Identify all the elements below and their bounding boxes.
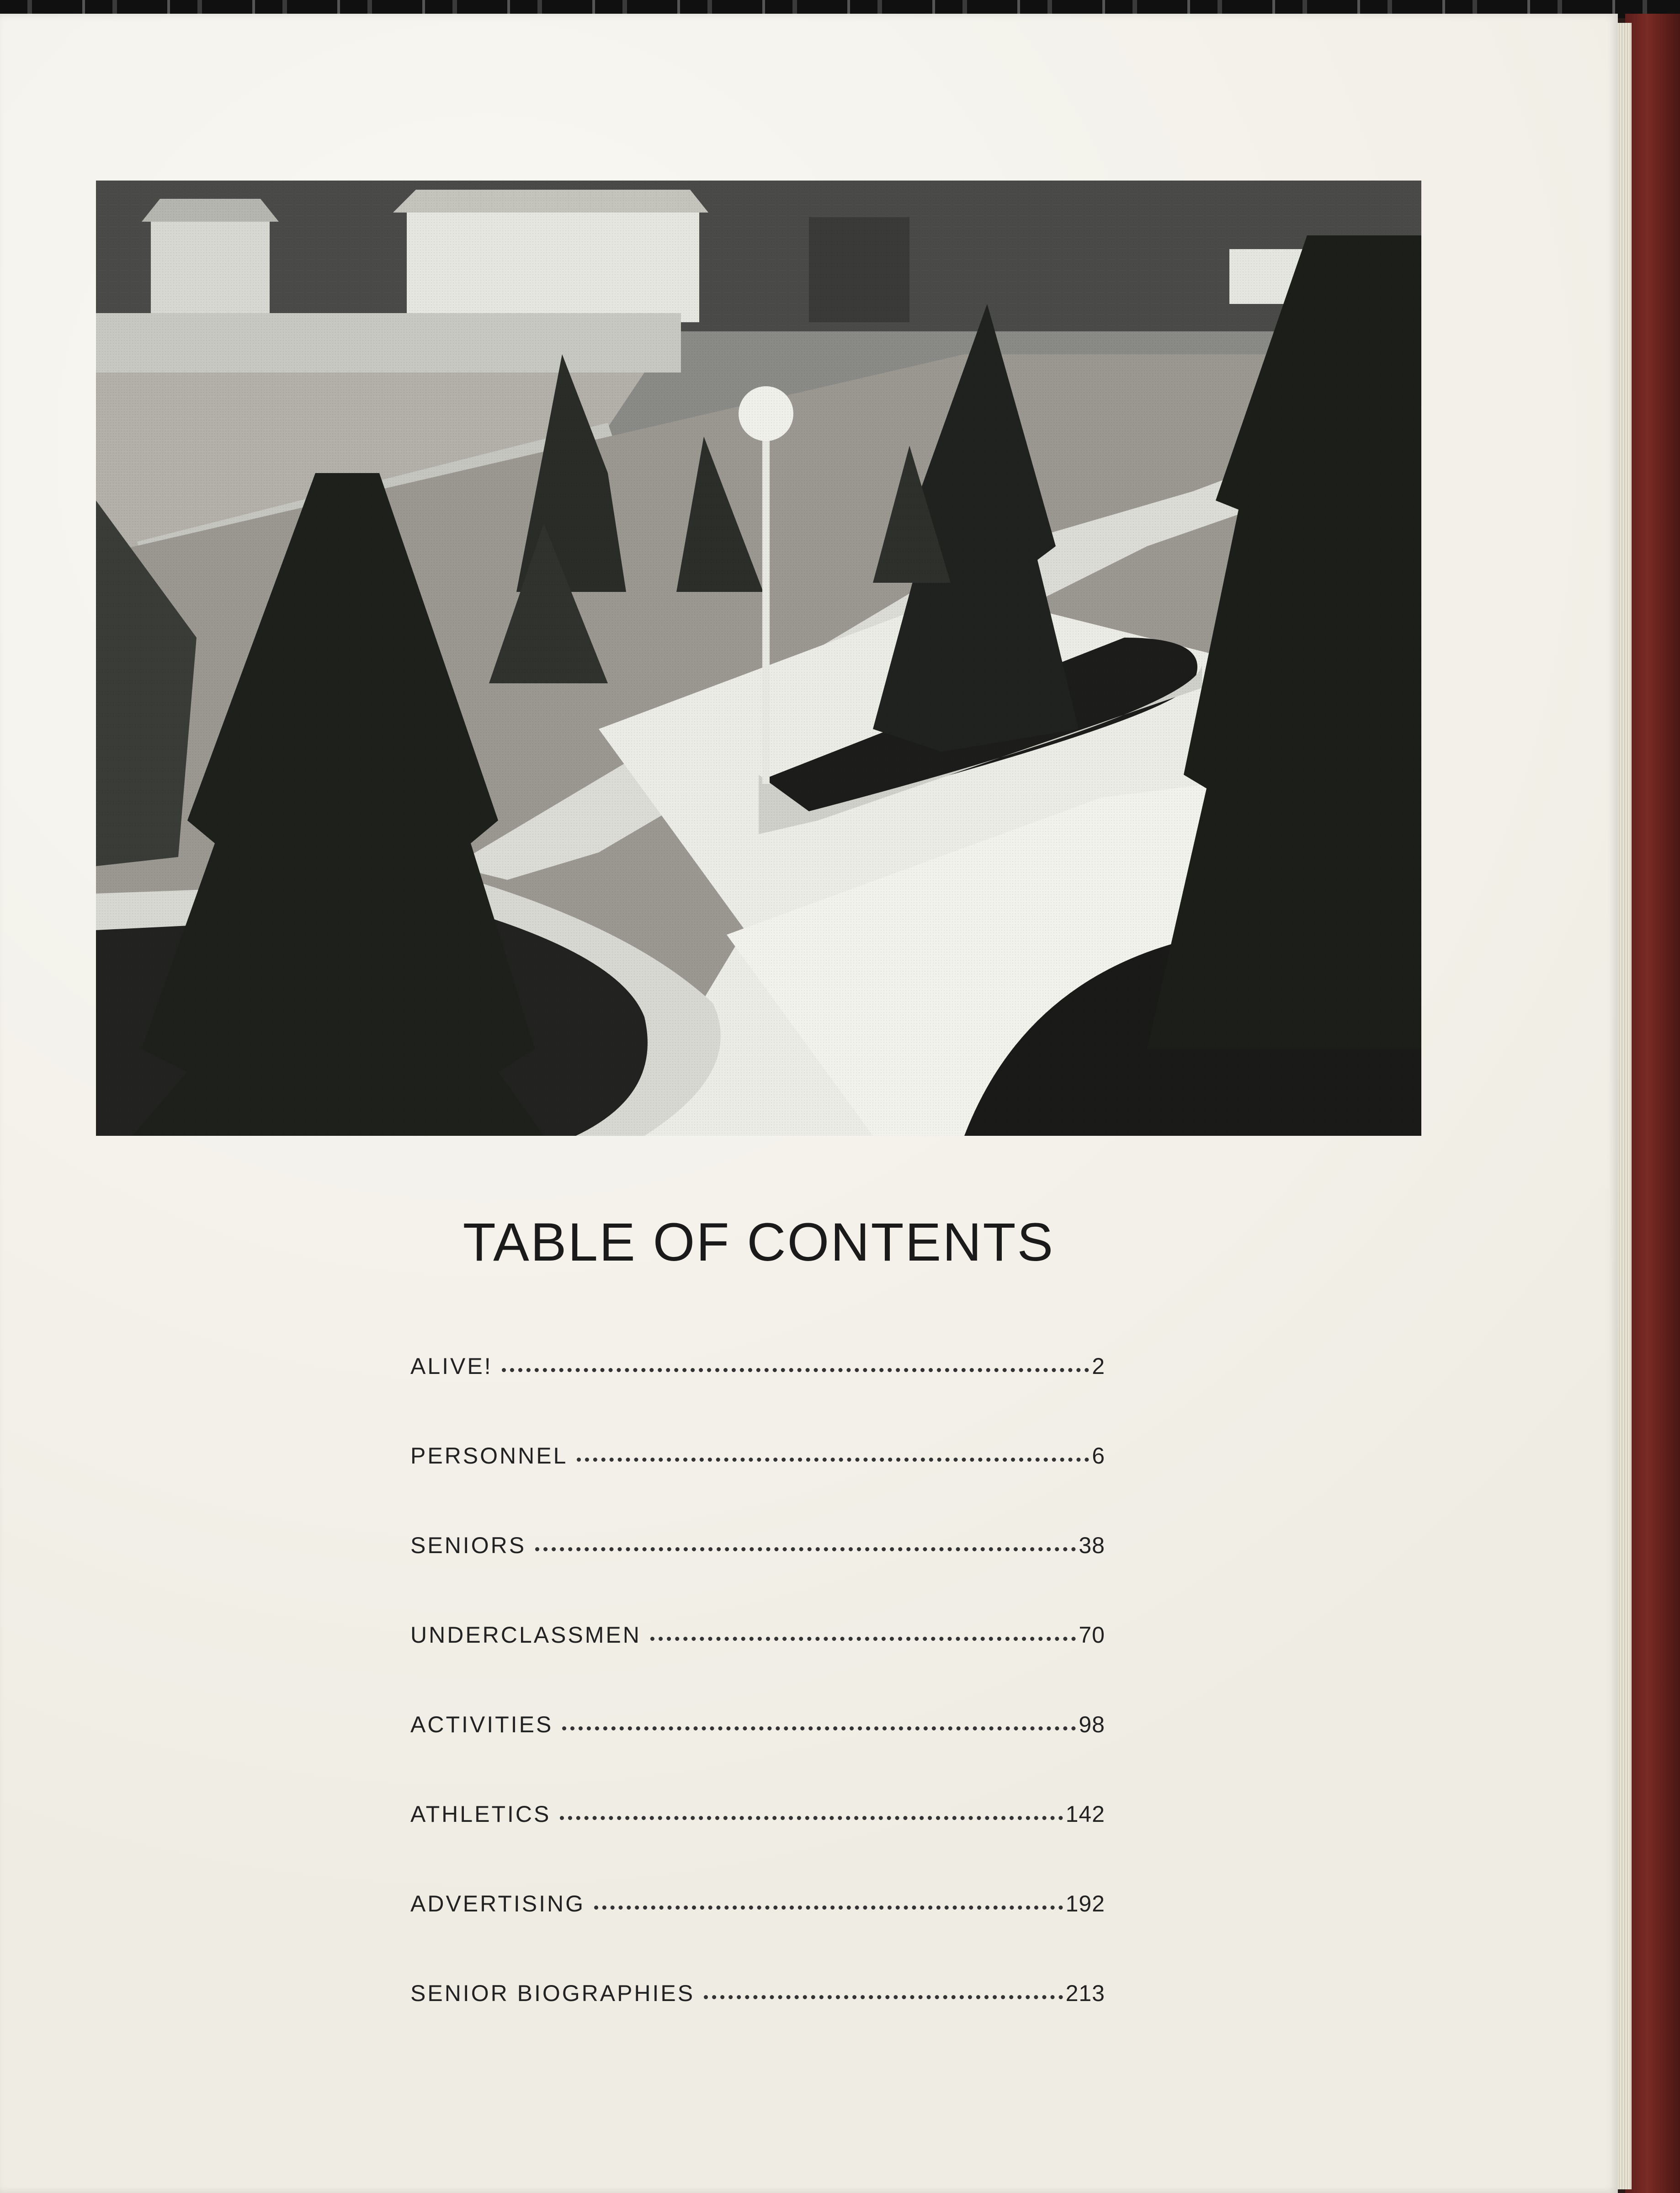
yearbook-page (0, 14, 1618, 2193)
campus-walkway-photo (96, 181, 1421, 1136)
toc-list (410, 1353, 1105, 2070)
toc-entry (410, 1442, 1105, 1532)
toc-entry-label: ACTIVITIES (410, 1712, 553, 1737)
toc-dot-leader (562, 1726, 1076, 1730)
toc-dot-leader (560, 1816, 1063, 1820)
toc-entry-page: 38 (1079, 1533, 1105, 1558)
toc-dot-leader (577, 1458, 1089, 1462)
toc-entry-label: UNDERCLASSMEN (410, 1622, 641, 1648)
toc-entry (410, 1890, 1105, 1980)
toc-entry-page: 2 (1092, 1353, 1105, 1379)
toc-entry-label: SENIORS (410, 1533, 526, 1558)
toc-entry-page: 142 (1065, 1801, 1105, 1827)
page-title: TABLE OF CONTENTS (463, 1212, 1055, 1272)
toc-entry (410, 1801, 1105, 1890)
toc-entry (410, 1980, 1105, 2070)
toc-entry-page: 6 (1092, 1443, 1105, 1469)
toc-dot-leader (502, 1368, 1090, 1372)
toc-dot-leader (594, 1906, 1063, 1910)
book-cover-edge (1625, 14, 1680, 2193)
toc-entry (410, 1711, 1105, 1801)
toc-entry (410, 1353, 1105, 1442)
toc-entry-label: ADVERTISING (410, 1891, 585, 1916)
toc-entry-page: 213 (1065, 1980, 1105, 2006)
toc-entry-page: 192 (1065, 1891, 1105, 1916)
toc-entry-label: ALIVE! (410, 1353, 493, 1379)
toc-entry-label: SENIOR BIOGRAPHIES (410, 1980, 695, 2006)
toc-entry-label: ATHLETICS (410, 1801, 551, 1827)
toc-entry-page: 98 (1079, 1712, 1105, 1737)
toc-entry-page: 70 (1079, 1622, 1105, 1648)
toc-entry (410, 1622, 1105, 1711)
toc-entry (410, 1532, 1105, 1622)
toc-dot-leader (650, 1637, 1076, 1641)
toc-dot-leader (704, 1995, 1063, 1999)
toc-dot-leader (535, 1547, 1076, 1551)
toc-entry-label: PERSONNEL (410, 1443, 568, 1469)
